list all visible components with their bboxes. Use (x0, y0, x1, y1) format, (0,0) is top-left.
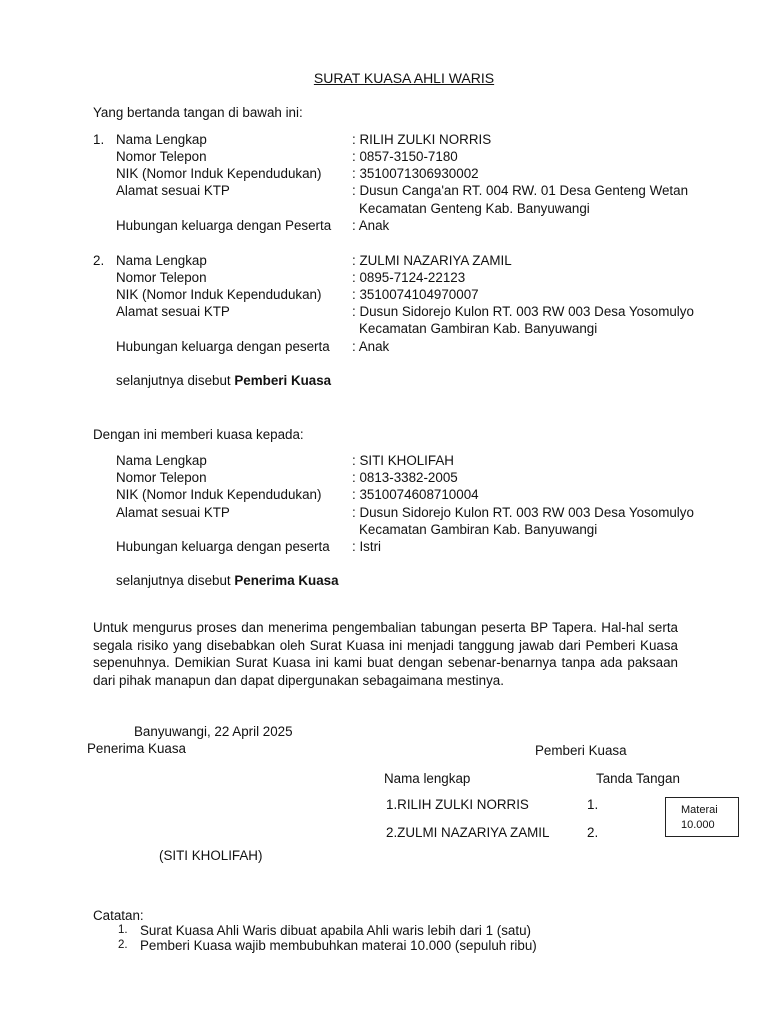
pemberi-2-telepon-label: Nomor Telepon (116, 270, 207, 285)
penerima-nik-label: NIK (Nomor Induk Kependudukan) (116, 487, 322, 502)
pemberi-kuasa-label: Pemberi Kuasa (535, 743, 627, 758)
pemberi-1-hubungan-value: : Anak (352, 218, 390, 233)
penerima-alamat-label: Alamat sesuai KTP (116, 505, 230, 520)
penerima-nik-value: : 3510074608710004 (352, 487, 479, 502)
pemberi-1-alamat-value-2: Kecamatan Genteng Kab. Banyuwangi (359, 201, 590, 216)
materai-label: Materai (681, 804, 718, 816)
signer-1-sign-no: 1. (587, 797, 599, 812)
pemberi-1-nik-value: : 3510071306930002 (352, 166, 479, 181)
pemberi-1-nik-label: NIK (Nomor Induk Kependudukan) (116, 166, 322, 181)
pemberi-2-alamat-value: : Dusun Sidorejo Kulon RT. 003 RW 003 Desa Yosomulyo (352, 304, 694, 319)
penerima-telepon-value: : 0813-3382-2005 (352, 470, 458, 485)
materai-value: 10.000 (681, 819, 715, 831)
pemberi-2-nama-label: Nama Lengkap (116, 253, 207, 268)
pemberi-1-number: 1. (93, 132, 105, 147)
penerima-kuasa-note (116, 572, 339, 589)
catatan-item-2-text: Pemberi Kuasa wajib membubuhkan materai 10.000 (sepuluh ribu) (140, 938, 537, 953)
nama-lengkap-header: Nama lengkap (384, 771, 471, 786)
kuasa-intro: Dengan ini memberi kuasa kepada: (93, 427, 304, 442)
pemberi-2-alamat-label: Alamat sesuai KTP (116, 304, 230, 319)
penerima-alamat-value: : Dusun Sidorejo Kulon RT. 003 RW 003 Desa Yosomulyo (352, 505, 694, 520)
penerima-signature-name: (SITI KHOLIFAH) (159, 848, 263, 863)
pemberi-1-hubungan-label: Hubungan keluarga dengan Peserta (116, 218, 332, 233)
pemberi-1-nama-label: Nama Lengkap (116, 132, 207, 147)
document-title: SURAT KUASA AHLI WARIS (313, 70, 495, 86)
tanda-tangan-header: Tanda Tangan (596, 771, 680, 786)
penerima-kuasa-label: Penerima Kuasa (87, 741, 186, 756)
catatan-item-1-number: 1. (118, 924, 128, 936)
intro-text: Yang bertanda tangan di bawah ini: (93, 105, 303, 120)
pemberi-2-number: 2. (93, 253, 105, 268)
signer-2-name: 2.ZULMI NAZARIYA ZAMIL (386, 825, 550, 840)
catatan-item-2-number: 2. (118, 939, 128, 951)
pemberi-2-telepon-value: : 0895-7124-22123 (352, 270, 466, 285)
penerima-hubungan-value: : Istri (352, 539, 382, 554)
pemberi-1-telepon-value: : 0857-3150-7180 (352, 149, 458, 164)
pemberi-2-nik-value: : 3510074104970007 (352, 287, 479, 302)
pemberi-note-prefix: selanjutnya disebut (116, 373, 235, 388)
penerima-hubungan-label: Hubungan keluarga dengan peserta (116, 539, 330, 554)
pemberi-1-alamat-value: : Dusun Canga'an RT. 004 RW. 01 Desa Genteng Wetan (352, 183, 689, 198)
pemberi-2-nik-label: NIK (Nomor Induk Kependudukan) (116, 287, 322, 302)
materai-box (665, 797, 739, 837)
penerima-note-bold: Penerima Kuasa (234, 573, 339, 588)
pemberi-1-telepon-label: Nomor Telepon (116, 149, 207, 164)
pemberi-2-hubungan-label: Hubungan keluarga dengan peserta (116, 339, 330, 354)
pemberi-2-hubungan-value: : Anak (352, 339, 390, 354)
signer-2-sign-no: 2. (587, 825, 599, 840)
penerima-telepon-label: Nomor Telepon (116, 470, 207, 485)
pemberi-1-nama-value: : RILIH ZULKI NORRIS (352, 132, 492, 147)
place-date: Banyuwangi, 22 April 2025 (134, 724, 293, 739)
penerima-alamat-value-2: Kecamatan Gambiran Kab. Banyuwangi (359, 522, 598, 537)
penerima-nama-label: Nama Lengkap (116, 453, 207, 468)
penerima-nama-value: : SITI KHOLIFAH (352, 453, 454, 468)
pemberi-1-alamat-label: Alamat sesuai KTP (116, 183, 230, 198)
signer-1-name: 1.RILIH ZULKI NORRIS (386, 797, 529, 812)
pemberi-kuasa-note (116, 372, 331, 389)
pemberi-note-bold: Pemberi Kuasa (234, 373, 332, 388)
catatan-heading: Catatan: (93, 908, 144, 923)
catatan-item-1-text: Surat Kuasa Ahli Waris dibuat apabila Ahli waris lebih dari 1 (satu) (140, 923, 532, 938)
pemberi-2-nama-value: : ZULMI NAZARIYA ZAMIL (352, 253, 512, 268)
body-paragraph: Untuk mengurus proses dan menerima pengembalian tabungan peserta BP Tapera. Hal-hal serta segala risiko yang disebabkan oleh Surat Kuasa ini menjadi tanggung jawab dari Pemberi Kuasa sepenuhnya. Demikian Surat Kuasa ini kami buat dengan sebenar-benarnya tanpa ada paksaan dari pihak manapun dan dapat dipergunakan sebagaimana mestinya. (93, 620, 678, 688)
penerima-note-prefix: selanjutnya disebut (116, 573, 235, 588)
pemberi-2-alamat-value-2: Kecamatan Gambiran Kab. Banyuwangi (359, 321, 598, 336)
